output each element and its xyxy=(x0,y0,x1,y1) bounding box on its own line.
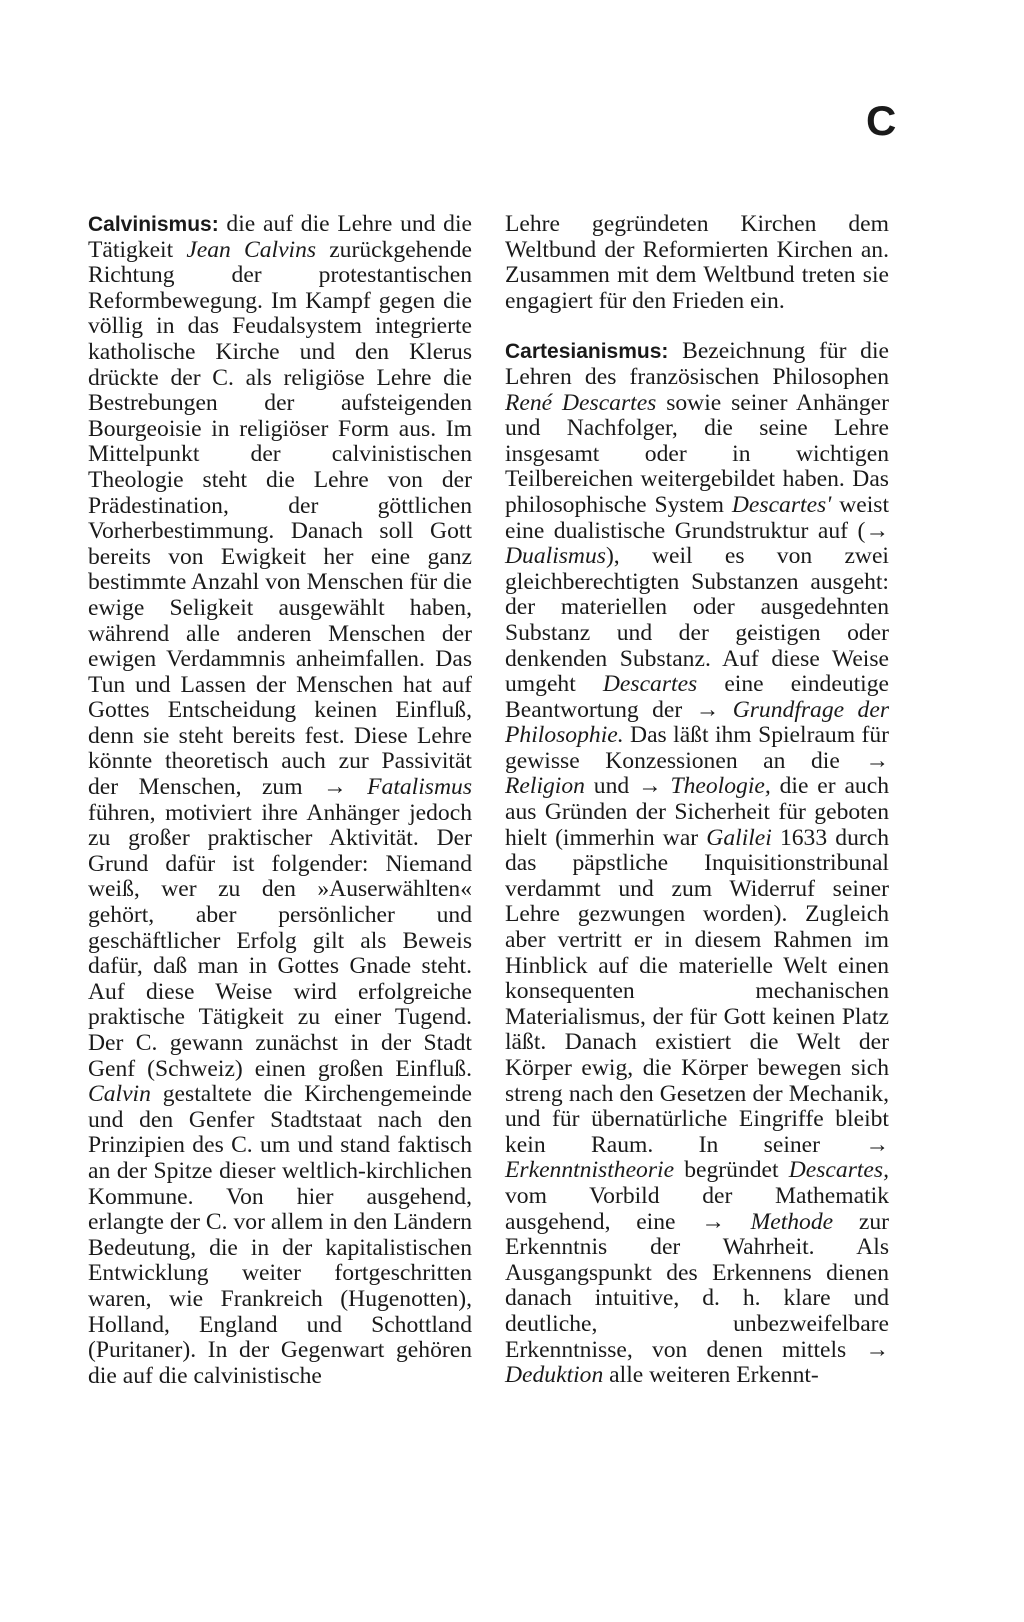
body-text: und → xyxy=(584,773,671,800)
italic-reference: Grundfrage der Philosophie. xyxy=(505,696,890,749)
entry-body xyxy=(88,211,472,1389)
entry-body xyxy=(505,338,889,1388)
body-text: sowie seiner Anhänger und Nachfolger, die seine Lehre insgesamt oder in wichtigen Teilbereichen weitergebildet haben. Das philosophische System xyxy=(505,389,889,518)
left-column xyxy=(88,212,472,1389)
body-text: zurückgehende Richtung der protestantischen Reformbewegung. Im Kampf gegen die völlig in das Feudalsystem integrierte katholische Kirche und den Klerus drückte der C. als religiöse Lehre die Bestrebungen der aufsteigenden Bourgeoisie in religiöser Form aus. Im Mittelpunkt der calvinistischen Theologie steht die Lehre von der Prädestination, der göttlichen Vorherbestimmung. Danach soll Gott bereits von Ewigkeit her eine ganz bestimmte Anzahl von Menschen für die ewige Seligkeit ausgewählt haben, während alle anderen Menschen der ewigen Verdammnis anheimfallen. Das Tun und Lassen der Menschen hat auf Gottes Entscheidung keinen Einfluß, denn sie steht bereits fest. Diese Lehre könnte theoretisch auch zur Passivität der Menschen, zum → xyxy=(88,236,473,801)
italic-reference: Fatalismus xyxy=(367,774,472,801)
body-text: ), weil es von zwei gleichberechtigten Substanzen ausgeht: der materiellen oder ausgedehnten Substanz und der geistigen oder denkenden Substanz. Auf diese Weise umgeht xyxy=(505,543,889,698)
italic-reference: Descartes' xyxy=(731,491,832,518)
entry-body-continued: Lehre gegründeten Kirchen dem Weltbund der Reformierten Kirchen an. Zusammen mit dem Weltbund treten sie engagiert für den Frieden ein. xyxy=(505,211,889,314)
entry-calvinismus-continued xyxy=(505,212,889,314)
body-text: gestaltete die Kirchengemeinde und den Genfer Stadtstaat nach den Prinzipien des C. um und stand faktisch an der Spitze dieser weltlich-kirchlichen Kommune. Von hier ausgehend, erlangte der C. vor allem in den Ländern Bedeutung, die in der kapitalistischen Entwicklung weiter fortgeschritten waren, wie Frankreich (Hugenotten), Holland, England und Schottland (Puritaner). In der Gegenwart gehören die auf die calvinistische xyxy=(88,1081,472,1389)
italic-reference: Jean Calvins xyxy=(186,236,317,263)
entry-calvinismus xyxy=(88,212,472,1389)
body-text: weist eine dualistische Grundstruktur auf (→ xyxy=(505,491,890,544)
right-column xyxy=(505,212,889,1389)
body-text: eine eindeutige Beantwortung der → xyxy=(505,671,889,723)
body-text: Bezeichnung für die Lehren des französischen Philosophen xyxy=(505,338,889,390)
italic-reference: Descartes xyxy=(602,671,698,698)
italic-reference: Dualismus xyxy=(505,543,606,570)
body-text: alle weiteren Erkennt- xyxy=(603,1362,819,1389)
body-text: die auf die Lehre und die Tätigkeit xyxy=(88,211,472,263)
italic-reference: René Descartes xyxy=(505,389,657,416)
italic-reference: Theologie, xyxy=(670,773,771,800)
italic-reference: Descartes, xyxy=(788,1157,889,1184)
body-text: führen, motiviert ihre Anhänger jedoch zu großer praktischer Aktivität. Der Grund dafür ist folgender: Niemand weiß, wer zu den »Auserwählten« gehört, aber persönlicher und geschäftlicher Erfolg gilt als Beweis dafür, daß man in Gottes Gnade steht. Auf diese Weise wird erfolgreiche praktische Tätigkeit zu einer Tugend. Der C. gewann zunächst in der Stadt Genf (Schweiz) einen großen Einfluß. xyxy=(88,799,472,1082)
italic-reference: Calvin xyxy=(88,1081,151,1108)
entry-term: Cartesianismus: xyxy=(505,340,669,364)
body-text: 1633 durch das päpstliche Inquisitionstribunal verdammt und zum Widerruf seiner Lehre gezwungen worden). Zugleich aber vertritt er in diesem Rahmen im Hinblick auf die materielle Welt einen konsequenten mechanischen Materialismus, der für Gott keinen Platz läßt. Danach existiert die Welt der Körper ewig, die Körper bewegen sich streng nach den Gesetzen der Mechanik, und für übernatürliche Eingriffe bleibt kein Raum. In seiner → xyxy=(505,824,889,1158)
italic-reference: Erkenntnistheorie xyxy=(505,1157,675,1184)
body-text: begründet xyxy=(674,1157,789,1184)
italic-reference: Religion xyxy=(505,773,585,800)
italic-reference: Methode xyxy=(750,1208,834,1235)
italic-reference: Deduktion xyxy=(505,1362,604,1389)
italic-reference: Galilei xyxy=(706,824,772,851)
entry-cartesianismus xyxy=(505,339,889,1388)
entry-term: Calvinismus: xyxy=(88,213,219,236)
body-text: vom Vorbild der Mathematik ausgehend, eine → xyxy=(505,1182,889,1235)
body-text: Das läßt ihm Spielraum für gewisse Konzessionen an die → xyxy=(505,722,889,774)
section-letter: C xyxy=(866,97,897,144)
body-text: die er auch aus Gründen der Sicherheit für geboten hielt (immerhin war xyxy=(505,773,889,851)
body-text: zur Erkenntnis der Wahrheit. Als Ausgangspunkt des Erkennens dienen danach intuitive, d. h. klare und deutliche, unbezweifelbare Erkenntnisse, von denen mittels → xyxy=(505,1208,889,1363)
